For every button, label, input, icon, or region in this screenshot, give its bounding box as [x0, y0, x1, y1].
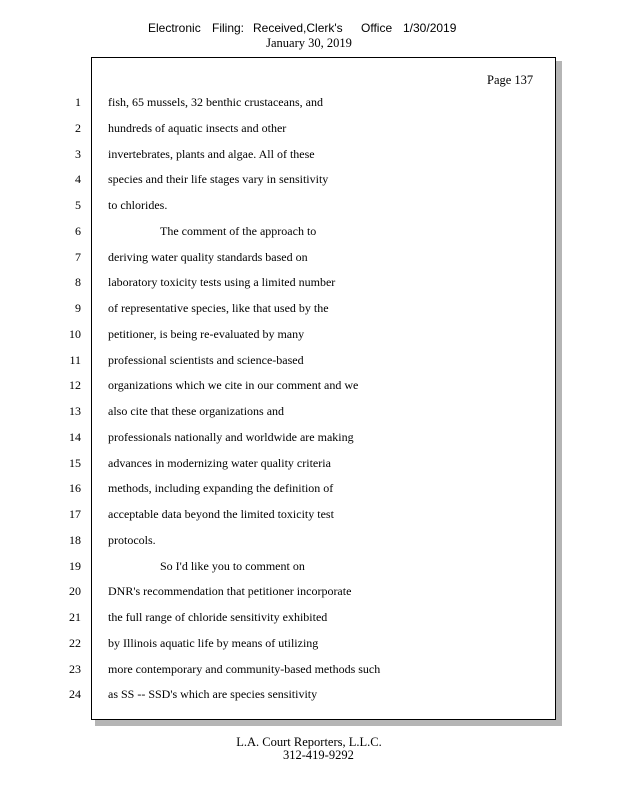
line-text: So I'd like you to comment on [160, 559, 305, 573]
line-text: the full range of chloride sensitivity exhibited [108, 610, 328, 624]
line-number: 5 [75, 198, 81, 212]
line-number: 24 [69, 687, 81, 701]
line-text: methods, including expanding the definition of [108, 481, 334, 495]
line-number: 21 [69, 610, 81, 624]
line-number: 4 [75, 172, 81, 186]
line-number: 1 [75, 95, 81, 109]
line-text: more contemporary and community-based methods such [108, 662, 381, 676]
line-number: 7 [75, 250, 81, 264]
line-text: advances in modernizing water quality criteria [108, 456, 331, 470]
filing-stamp-part: Electronic [148, 21, 201, 35]
line-text: deriving water quality standards based on [108, 250, 308, 264]
line-number: 23 [69, 662, 81, 676]
line-number: 16 [69, 481, 81, 495]
line-number: 11 [69, 353, 81, 367]
line-text: acceptable data beyond the limited toxicity test [108, 507, 334, 521]
line-text: The comment of the approach to [160, 224, 317, 238]
line-text: protocols. [108, 533, 156, 547]
footer-company: L.A. Court Reporters, L.L.C. [236, 735, 382, 749]
line-number: 20 [69, 584, 81, 598]
line-text: also cite that these organizations and [108, 404, 285, 418]
line-text: professional scientists and science-based [108, 353, 304, 367]
line-number: 12 [69, 378, 81, 392]
line-number: 3 [75, 147, 81, 161]
line-text: invertebrates, plants and algae. All of these [108, 147, 315, 161]
line-number: 6 [75, 224, 81, 238]
line-text: petitioner, is being re-evaluated by many [108, 327, 305, 341]
line-number: 22 [69, 636, 81, 650]
line-text: professionals nationally and worldwide are making [108, 430, 354, 444]
line-text: as SS -- SSD's which are species sensitivity [108, 687, 318, 701]
page-number: Page 137 [487, 73, 534, 87]
filing-stamp-part: Office [361, 21, 393, 35]
line-number: 18 [69, 533, 81, 547]
line-text: to chlorides. [108, 198, 168, 212]
line-number: 14 [69, 430, 81, 444]
filing-stamp-part: 1/30/2019 [403, 21, 457, 35]
filing-stamp-part: Received,Clerk's [253, 21, 343, 35]
line-text: fish, 65 mussels, 32 benthic crustaceans, and [108, 95, 323, 109]
line-number: 10 [69, 327, 81, 341]
line-text: of representative species, like that used by the [108, 301, 329, 315]
line-text: DNR's recommendation that petitioner incorporate [108, 584, 352, 598]
line-text: species and their life stages vary in sensitivity [108, 172, 329, 186]
filing-date: January 30, 2019 [266, 36, 352, 50]
line-text: organizations which we cite in our comment and we [108, 378, 359, 392]
line-text: laboratory toxicity tests using a limited number [108, 275, 336, 289]
line-number: 13 [69, 404, 81, 418]
line-number: 17 [69, 507, 81, 521]
line-number: 19 [69, 559, 81, 573]
line-number: 15 [69, 456, 81, 470]
line-number: 8 [75, 275, 81, 289]
line-text: by Illinois aquatic life by means of utilizing [108, 636, 319, 650]
filing-stamp-part: Filing: [212, 21, 245, 35]
line-number: 2 [75, 121, 81, 135]
line-number: 9 [75, 301, 81, 315]
line-text: hundreds of aquatic insects and other [108, 121, 287, 135]
footer-phone: 312-419-9292 [283, 748, 354, 762]
